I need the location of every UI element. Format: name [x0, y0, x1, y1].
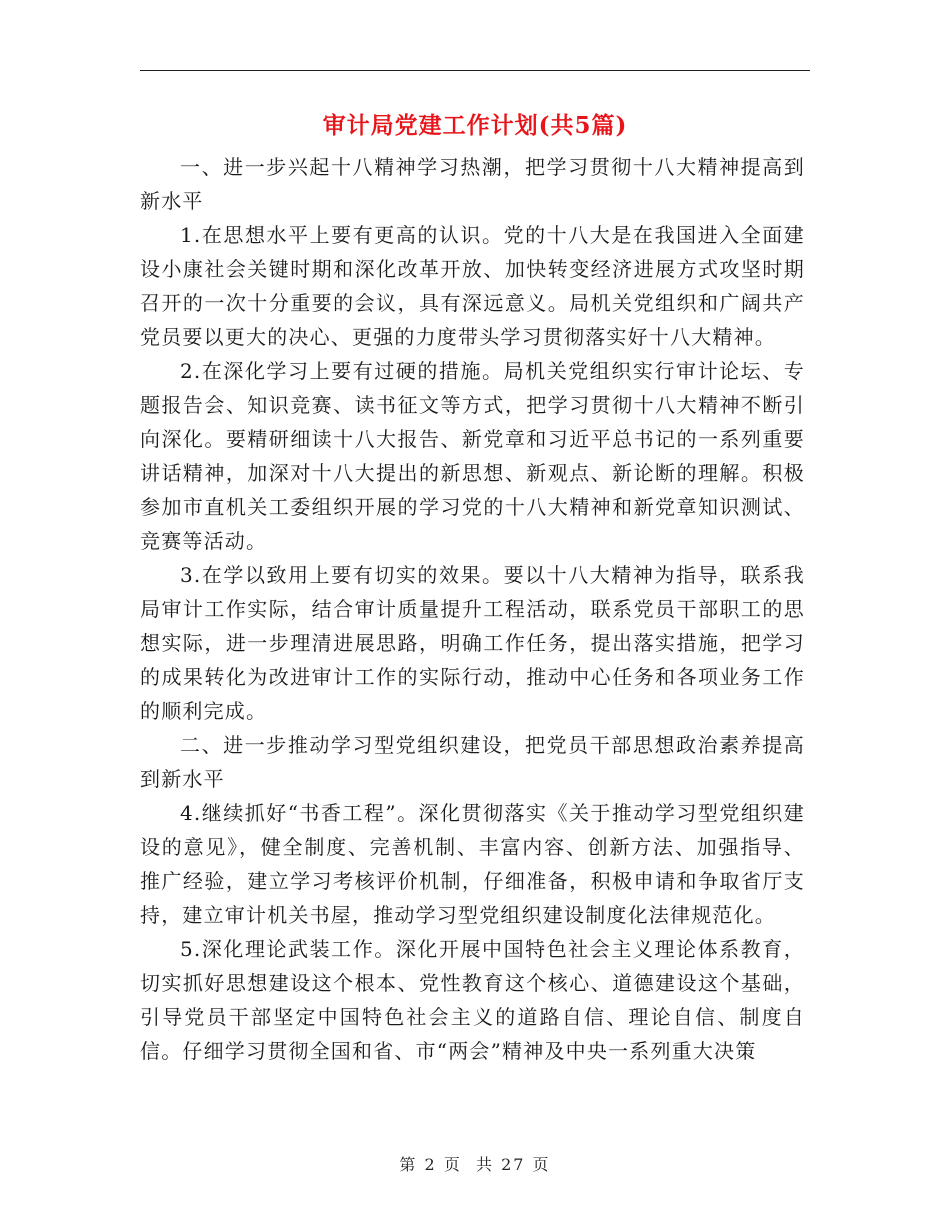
section-heading-2: 二、进一步推动学习型党组织建设，把党员干部思想政治素养提高到新水平 — [140, 733, 805, 791]
section-heading-1: 一、进一步兴起十八精神学习热潮，把学习贯彻十八大精神提高到新水平 — [140, 155, 805, 213]
footer-total-pages: 27 — [501, 1155, 526, 1174]
paragraph-item-4: 4.继续抓好“书香工程”。深化贯彻落实《关于推动学习型党组织建设的意见》，健全制度、完善机制、丰富内容、创新方法、加强指导、推广经验，建立学习考核评价机制，仔细准备，积极申请和争取省厅支持，建立审计机关书屋，推动学习型党组织建设制度化法律规范化。 — [140, 801, 805, 927]
header-rule — [140, 70, 810, 71]
footer-page-number: 2 — [424, 1155, 437, 1174]
footer-prefix: 第 — [399, 1155, 418, 1174]
paragraph-item-5: 5.深化理论武装工作。深化开展中国特色社会主义理论体系教育，切实抓好思想建设这个根本、党性教育这个核心、道德建设这个基础，引导党员干部坚定中国特色社会主义的道路自信、理论自信、制度自信。仔细学习贯彻全国和省、市“两会”精神及中央一系列重大决策 — [140, 937, 805, 1063]
footer-suffix: 页 — [532, 1155, 551, 1174]
footer-middle: 页 共 — [443, 1155, 494, 1174]
paragraph-item-1: 1.在思想水平上要有更高的认识。党的十八大是在我国进入全面建设小康社会关键时期和深化改革开放、加快转变经济进展方式攻坚时期召开的一次十分重要的会议，具有深远意义。局机关党组织和广阔共产党员要以更大的决心、更强的力度带头学习贯彻落实好十八大精神。 — [140, 223, 805, 349]
paragraph-item-3: 3.在学以致用上要有切实的效果。要以十八大精神为指导，联系我局审计工作实际，结合审计质量提升工程活动，联系党员干部职工的思想实际，进一步理清进展思路，明确工作任务，提出落实措施，把学习的成果转化为改进审计工作的实际行动，推动中心任务和各项业务工作的顺利完成。 — [140, 563, 805, 723]
document-title: 审计局党建工作计划(共5篇) — [322, 112, 628, 139]
paragraph-item-2: 2.在深化学习上要有过硬的措施。局机关党组织实行审计论坛、专题报告会、知识竞赛、读书征文等方式，把学习贯彻十八大精神不断引向深化。要精研细读十八大报告、新党章和习近平总书记的一系列重要讲话精神，加深对十八大提出的新思想、新观点、新论断的理解。积极参加市直机关工委组织开展的学习党的十八大精神和新党章知识测试、竞赛等活动。 — [140, 359, 805, 553]
document-body — [140, 150, 805, 1068]
page-footer — [0, 1152, 950, 1175]
